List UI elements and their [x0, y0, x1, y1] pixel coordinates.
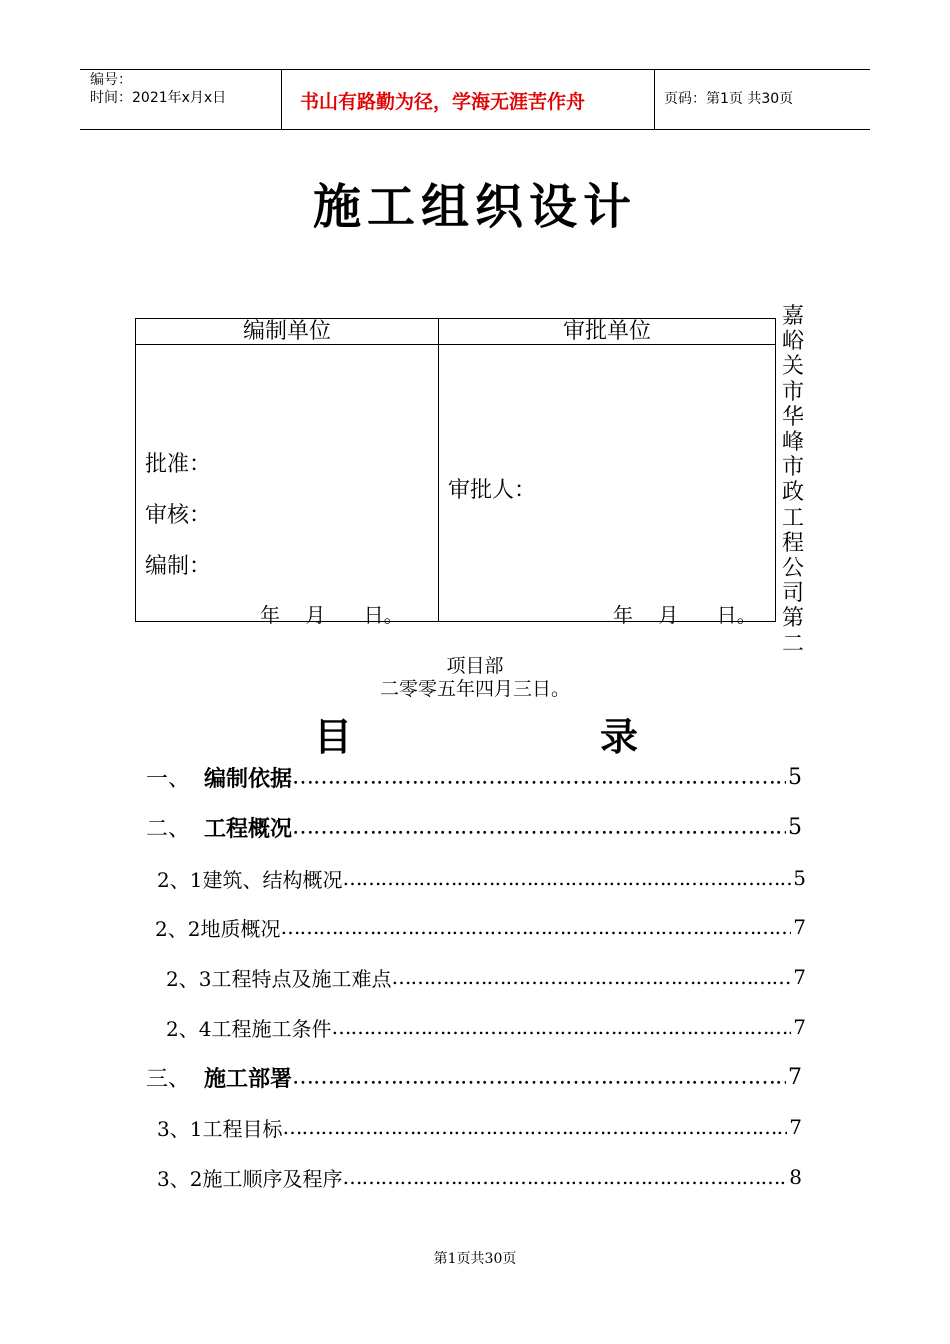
header-divider-right	[654, 69, 655, 129]
toc-leader-dots	[342, 1162, 787, 1192]
table-header-rule	[136, 344, 775, 345]
toc-leader-dots	[342, 863, 791, 893]
footer-page-number: 第1页共30页	[433, 1251, 517, 1267]
toc-leader-dots	[331, 1012, 791, 1042]
toc-leader-dots	[292, 1062, 786, 1092]
toc-entry-label: 3、1工程目标	[157, 1116, 283, 1141]
toc-entry-label: 2、1建筑、结构概况	[157, 867, 343, 892]
toc-entry-label: 2、3工程特点及施工难点	[166, 966, 392, 991]
toc-entry-number: 一、	[146, 766, 191, 792]
toc-leader-dots	[292, 812, 786, 842]
toc-entry-project-goals[interactable]	[157, 1112, 802, 1142]
toc-entry-page: 5	[788, 814, 802, 840]
toc-entry-page: 8	[789, 1165, 802, 1189]
toc-entry-page: 7	[793, 1015, 806, 1039]
toc-entry-label: 2、2地质概况	[155, 916, 281, 941]
header-time-label: 时间：2021年x月x日	[90, 90, 227, 106]
header-bottom-rule	[80, 129, 870, 130]
toc-entry-page: 7	[793, 915, 806, 939]
left-date-line: 年 月 日。	[260, 603, 404, 627]
toc-entry-project-overview[interactable]	[146, 812, 802, 842]
toc-entry-page: 7	[788, 1064, 802, 1090]
review-label: 审核：	[145, 503, 212, 528]
organization-vertical-text: 嘉峪关市华峰市政工程公司第二	[781, 304, 804, 657]
header-divider-left	[281, 69, 282, 129]
organization-tail: 项目部	[446, 655, 504, 677]
toc-entry-page: 5	[788, 764, 802, 790]
approval-table	[135, 318, 776, 627]
toc-entry-construction-sequence[interactable]	[157, 1162, 802, 1192]
toc-leader-dots	[280, 912, 791, 942]
toc-entry-compilation-basis[interactable]	[146, 762, 802, 792]
approve-label: 批准：	[145, 452, 212, 477]
table-header-approving-unit: 审批单位	[562, 319, 651, 344]
toc-entry-label: 编制依据	[204, 766, 293, 792]
header-top-rule	[80, 69, 870, 70]
document-title: 施工组织设计	[312, 179, 637, 235]
toc-entry-number: 二、	[146, 816, 191, 842]
toc-leader-dots	[391, 962, 791, 992]
toc-entry-label: 施工部署	[204, 1066, 293, 1092]
toc-leader-dots	[282, 1112, 787, 1142]
toc-entry-label: 工程概况	[204, 816, 293, 842]
toc-entry-number: 三、	[146, 1066, 191, 1092]
toc-entry-label: 2、4工程施工条件	[166, 1016, 332, 1041]
right-date-line: 年 月 日。	[613, 603, 757, 627]
toc-title-right: 录	[600, 715, 639, 759]
approver-label: 审批人：	[448, 478, 537, 503]
toc-entry-construction-conditions[interactable]	[166, 1012, 806, 1042]
toc-entry-label: 3、2施工顺序及程序	[157, 1166, 343, 1191]
table-column-divider	[438, 319, 439, 621]
header-motto: 书山有路勤为径，学海无涯苦作舟	[300, 91, 586, 113]
table-header-compiling-unit: 编制单位	[242, 319, 331, 344]
toc-title-left: 目	[314, 715, 353, 759]
toc-entry-page: 5	[793, 866, 806, 890]
header-page-info: 页码：第1页 共30页	[664, 91, 794, 107]
toc-entry-construction-deployment[interactable]	[146, 1062, 802, 1092]
toc-entry-building-structure[interactable]	[157, 863, 806, 893]
toc-leader-dots	[292, 762, 786, 792]
document-date: 二零零五年四月三日。	[379, 678, 570, 700]
toc-entry-features-difficulties[interactable]	[166, 962, 806, 992]
compile-label: 编制：	[145, 554, 212, 579]
toc-entry-geology[interactable]	[155, 912, 806, 942]
header-number-label: 编号：	[90, 72, 132, 88]
toc-entry-page: 7	[793, 965, 806, 989]
toc-entry-page: 7	[789, 1115, 802, 1139]
